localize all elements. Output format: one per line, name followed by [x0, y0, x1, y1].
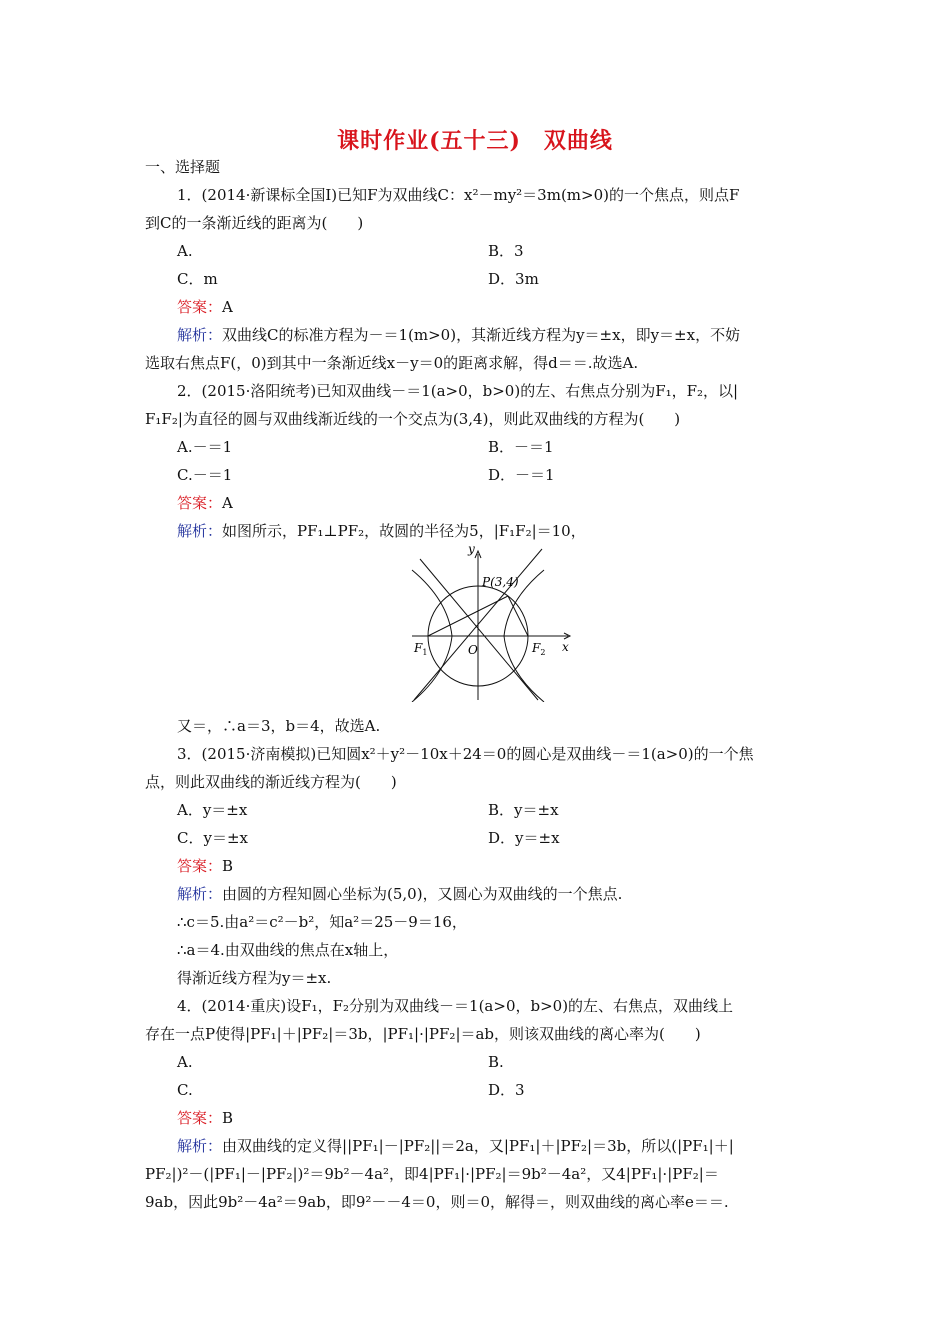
answer-label: 答案： — [177, 494, 223, 512]
q4-explanation-line1 — [177, 1136, 734, 1156]
asymptote-negative-slope — [420, 559, 538, 700]
q2-explanation-line1 — [177, 521, 586, 541]
q4-option-b: B. — [488, 1053, 504, 1071]
q4-explanation-line2: PF₂|)²－(|PF₁|－|PF₂|)²＝9b²－4a²，即4|PF₁|·|PF₂|＝9b²－4a²，又4|PF₁|·|PF₂|＝ — [145, 1165, 719, 1183]
page-title: 课时作业(五十三) 双曲线 — [337, 128, 613, 154]
q1-option-b: B．3 — [488, 242, 524, 260]
f1-letter: F — [414, 641, 423, 655]
q3-explanation-line1 — [177, 884, 622, 904]
q1-option-a: A. — [177, 242, 193, 260]
y-axis-label: y — [468, 542, 475, 556]
f2-subscript: 2 — [540, 648, 546, 657]
section-heading: 一、选择题 — [145, 158, 221, 176]
q2-answer-value: A — [222, 494, 233, 512]
q1-answer-value: A — [222, 298, 233, 316]
q2-explanation-text1: 如图所示，PF₁⊥PF₂，故圆的半径为5，|F₁F₂|＝10， — [222, 522, 586, 540]
q4-stem-line2: 存在一点P使得|PF₁|＋|PF₂|＝3b，|PF₁|·|PF₂|＝ab，则该双曲线的离心率为( ) — [145, 1025, 701, 1043]
segment-pf2 — [508, 596, 528, 636]
q1-option-d: D．3m — [488, 270, 539, 288]
origin-label: O — [468, 643, 478, 657]
q1-explanation-line1 — [177, 325, 740, 345]
q1-explanation-text1: 双曲线C的标准方程为－＝1(m>0)，其渐近线方程为y＝±x，即y＝±x，不妨 — [222, 326, 741, 344]
q3-option-a: A．y＝±x — [177, 801, 248, 819]
q2-option-d: D．－＝1 — [488, 466, 555, 484]
explain-label: 解析： — [177, 1137, 223, 1155]
q3-stem-line2: 点，则此双曲线的渐近线方程为( ) — [145, 773, 397, 791]
q3-explanation-text1: 由圆的方程知圆心坐标为(5,0)，又圆心为双曲线的一个焦点. — [222, 885, 623, 903]
q2-stem-line2: F₁F₂|为直径的圆与双曲线渐近线的一个交点为(3,4)，则此双曲线的方程为( ) — [145, 410, 681, 428]
q1-option-c: C．m — [177, 270, 218, 288]
focus-f1-label — [413, 641, 427, 657]
focus-f2-label — [531, 641, 545, 657]
q3-explanation-line4: 得渐近线方程为y＝±x. — [177, 969, 332, 987]
q1-stem-line1: 1．(2014·新课标全国Ⅰ)已知F为双曲线C：x²－my²＝3m(m>0)的一个焦点，则点F — [177, 186, 740, 204]
q4-explanation-line3: 9ab，因此9b²－4a²＝9ab，即9²－－4＝0，则＝0，解得＝，则双曲线的离心率e＝＝. — [145, 1193, 729, 1211]
f2-letter: F — [532, 641, 541, 655]
hyperbola-circle-figure — [408, 540, 576, 702]
explain-label: 解析： — [177, 885, 223, 903]
q1-answer — [177, 297, 233, 317]
q3-option-d: D．y＝±x — [488, 829, 560, 847]
q4-option-d: D．3 — [488, 1081, 525, 1099]
q2-option-c: C.－＝1 — [177, 466, 233, 484]
q3-option-c: C．y＝±x — [177, 829, 248, 847]
q4-answer — [177, 1108, 233, 1128]
q3-explanation-line3: ∴a＝4.由双曲线的焦点在x轴上， — [177, 941, 399, 959]
answer-label: 答案： — [177, 298, 223, 316]
q2-stem-line1: 2．(2015·洛阳统考)已知双曲线－＝1(a>0，b>0)的左、右焦点分别为F₁，F₂，以| — [177, 382, 739, 400]
x-axis-label: x — [562, 640, 569, 654]
q3-answer — [177, 856, 233, 876]
q3-answer-value: B — [222, 857, 234, 875]
q1-stem-line2: 到C的一条渐近线的距离为( ) — [145, 214, 364, 232]
q2-answer — [177, 493, 233, 513]
q1-explanation-line2: 选取右焦点F(，0)到其中一条渐近线x－y＝0的距离求解，得d＝＝.故选A. — [145, 354, 639, 372]
f1-subscript: 1 — [422, 648, 428, 657]
answer-label: 答案： — [177, 857, 223, 875]
q3-explanation-line2: ∴c＝5.由a²＝c²－b²，知a²＝25－9＝16， — [177, 913, 467, 931]
q4-answer-value: B — [222, 1109, 234, 1127]
point-p-label: P(3,4) — [482, 575, 519, 589]
q2-option-b: B．－＝1 — [488, 438, 554, 456]
q4-option-c: C. — [177, 1081, 193, 1099]
q4-stem-line1: 4．(2014·重庆)设F₁，F₂分别为双曲线－＝1(a>0，b>0)的左、右焦点，双曲线上 — [177, 997, 734, 1015]
q2-option-a: A.－＝1 — [177, 438, 233, 456]
q4-option-a: A. — [177, 1053, 193, 1071]
q4-explanation-text1: 由双曲线的定义得||PF₁|－|PF₂||＝2a，又|PF₁|＋|PF₂|＝3b，所以(|PF₁|＋| — [222, 1137, 734, 1155]
q3-option-b: B．y＝±x — [488, 801, 559, 819]
explain-label: 解析： — [177, 522, 223, 540]
answer-label: 答案： — [177, 1109, 223, 1127]
q2-explanation-conclusion: 又＝，∴a＝3，b＝4，故选A. — [177, 717, 381, 735]
explain-label: 解析： — [177, 326, 223, 344]
q3-stem-line1: 3．(2015·济南模拟)已知圆x²＋y²－10x＋24＝0的圆心是双曲线－＝1(a>0)的一个焦 — [177, 745, 754, 763]
